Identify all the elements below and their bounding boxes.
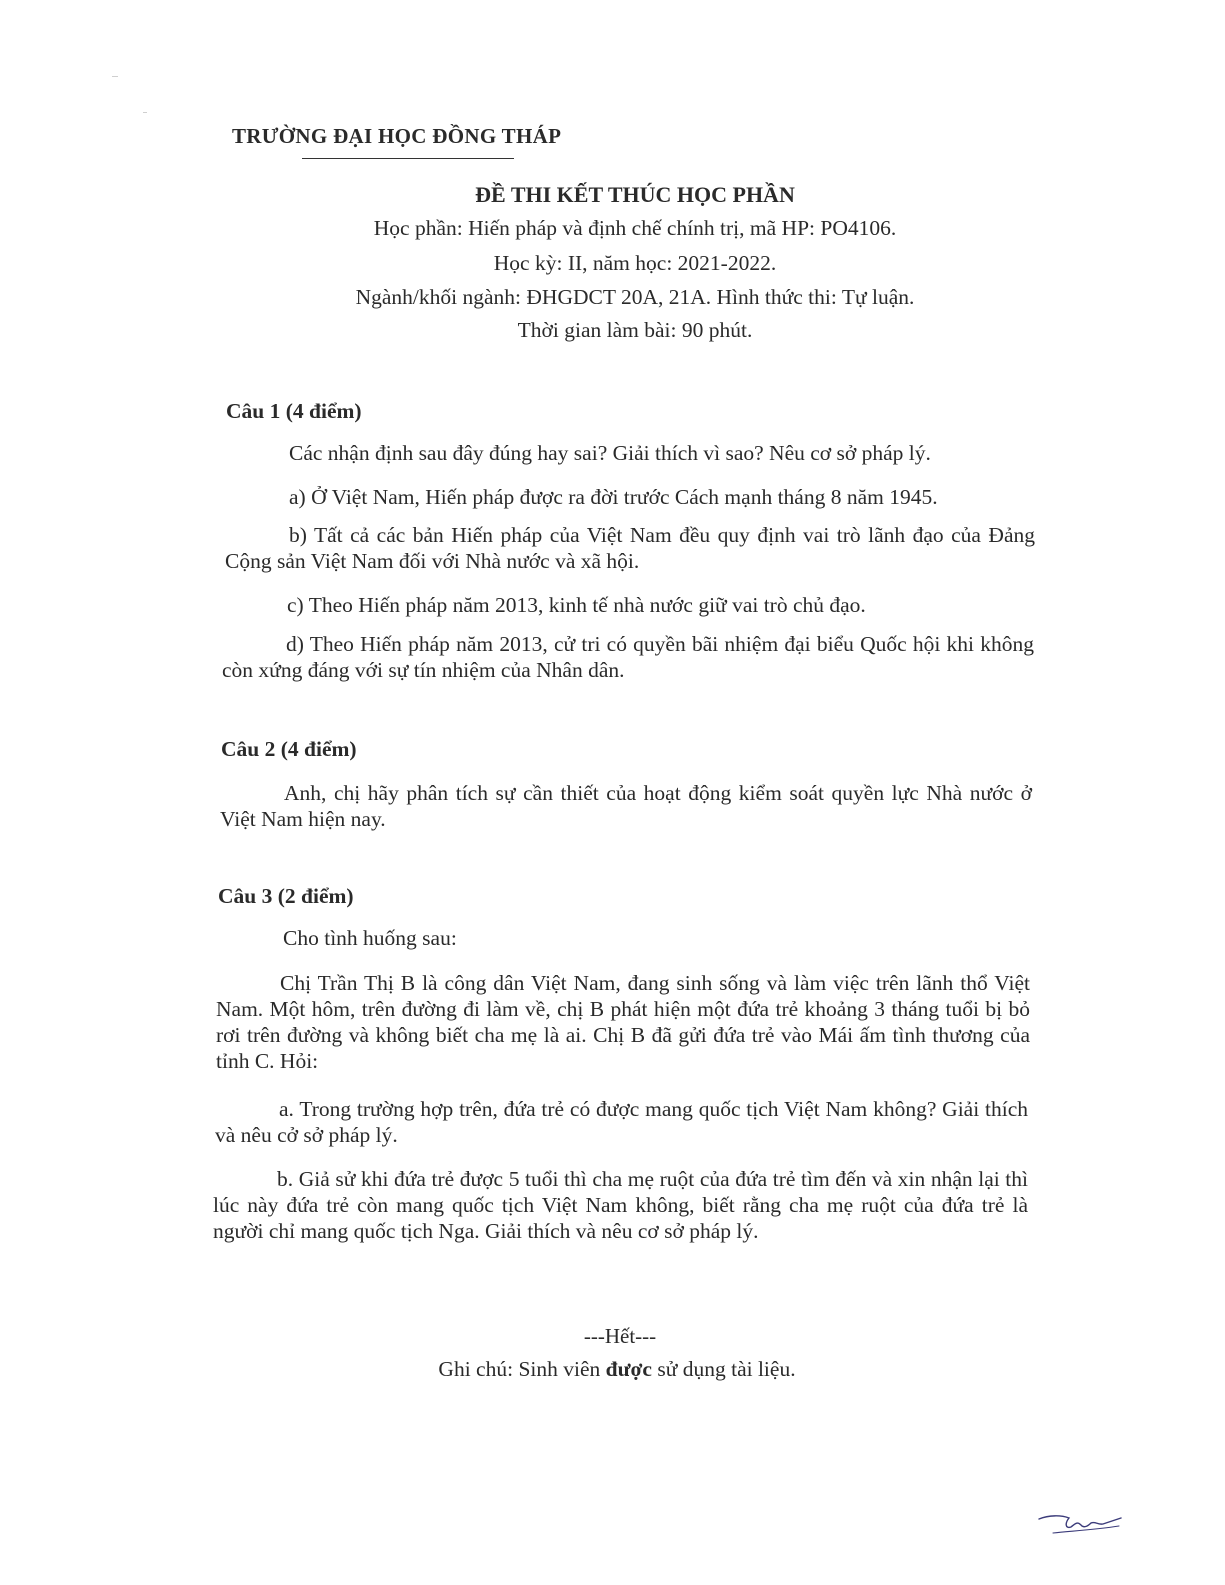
major-info: Ngành/khối ngành: ĐHGDCT 20A, 21A. Hình thức thi: Tự luận.: [355, 285, 915, 309]
semester-info: Học kỳ: II, năm học: 2021-2022.: [493, 251, 777, 275]
note-emphasis: được: [605, 1357, 652, 1381]
question-1-item-b: b) Tất cả các bản Hiến pháp của Việt Nam đều quy định vai trò lãnh đạo của Đảng Cộng sản Việt Nam đối với Nhà nước và xã hội.: [225, 523, 1035, 573]
question-3-situation: Chị Trần Thị B là công dân Việt Nam, đang sinh sống và làm việc trên lãnh thổ Việt Nam. Một hôm, trên đường đi làm về, chị B phát hiện một đứa trẻ khoảng 3 tháng tuổi bị bỏ rơi trên đường và không biết cha mẹ là ai. Chị B đã gửi đứa trẻ vào Mái ấm tình thương của tỉnh C. Hỏi:: [216, 971, 1030, 1073]
exam-title: ĐỀ THI KẾT THÚC HỌC PHẦN: [475, 182, 795, 207]
question-1-heading: Câu 1 (4 điểm): [226, 399, 362, 423]
scan-speck: [112, 76, 118, 77]
footer-note: [0, 1357, 1225, 1382]
end-mark: ---Hết---: [583, 1324, 657, 1348]
question-2-heading: Câu 2 (4 điểm): [221, 737, 357, 761]
question-1-item-c: c) Theo Hiến pháp năm 2013, kinh tế nhà nước giữ vai trò chủ đạo.: [287, 593, 866, 617]
school-name: TRƯỜNG ĐẠI HỌC ĐỒNG THÁP: [232, 124, 562, 148]
question-1-item-d: d) Theo Hiến pháp năm 2013, cử tri có quyền bãi nhiệm đại biểu Quốc hội khi không còn xứng đáng với sự tín nhiệm của Nhân dân.: [222, 632, 1034, 682]
duration-info: Thời gian làm bài: 90 phút.: [517, 318, 753, 342]
question-3-item-b: b. Giả sử khi đứa trẻ được 5 tuổi thì cha mẹ ruột của đứa trẻ tìm đến và xin nhận lại thì lúc này đứa trẻ còn mang quốc tịch Việt Nam không, biết rằng cha mẹ ruột của đứa trẻ là người chỉ mang quốc tịch Nga. Giải thích và nêu cơ sở pháp lý.: [213, 1167, 1028, 1243]
note-prefix: Ghi chú: Sinh viên: [438, 1357, 601, 1381]
question-1-intro: Các nhận định sau đây đúng hay sai? Giải thích vì sao? Nêu cơ sở pháp lý.: [289, 441, 931, 465]
question-1-item-a: a) Ở Việt Nam, Hiến pháp được ra đời trước Cách mạnh tháng 8 năm 1945.: [289, 485, 938, 509]
school-underline: [302, 158, 514, 159]
note-suffix: sử dụng tài liệu.: [657, 1357, 796, 1381]
handwritten-initials: [1035, 1505, 1125, 1535]
course-info: Học phần: Hiến pháp và định chế chính trị, mã HP: PO4106.: [373, 216, 897, 240]
question-3-item-a: a. Trong trường hợp trên, đứa trẻ có được mang quốc tịch Việt Nam không? Giải thích và nêu cở sở pháp lý.: [215, 1097, 1028, 1147]
question-3-heading: Câu 3 (2 điểm): [218, 884, 354, 908]
question-3-intro: Cho tình huống sau:: [283, 926, 457, 950]
scan-speck: [143, 112, 147, 113]
question-2-text: Anh, chị hãy phân tích sự cần thiết của hoạt động kiểm soát quyền lực Nhà nước ở Việt Nam hiện nay.: [220, 781, 1032, 831]
